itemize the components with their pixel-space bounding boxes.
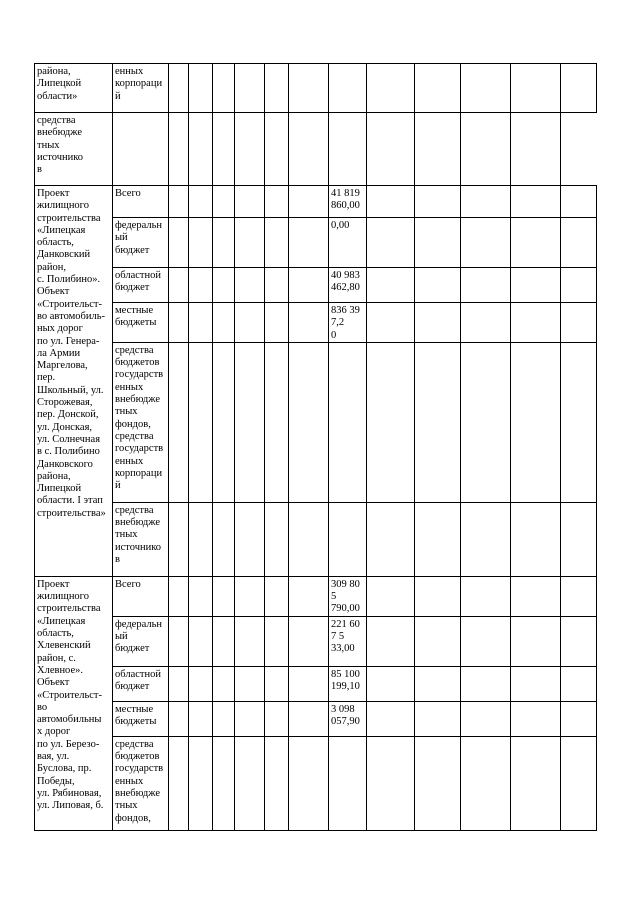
empty-cell <box>189 736 213 830</box>
amount-cell: 309 805 790,00 <box>329 576 367 616</box>
empty-cell <box>169 616 189 666</box>
empty-cell <box>367 218 415 268</box>
empty-cell <box>561 666 597 701</box>
empty-cell <box>511 268 561 303</box>
empty-cell <box>169 303 189 343</box>
empty-cell <box>461 186 511 218</box>
empty-cell <box>169 736 189 830</box>
table-row <box>35 666 597 701</box>
empty-cell <box>367 342 415 502</box>
funding-source-cell: местные бюджеты <box>113 701 169 736</box>
empty-cell <box>213 268 235 303</box>
empty-cell <box>189 113 213 186</box>
empty-cell <box>415 701 461 736</box>
table-row <box>35 576 597 616</box>
empty-cell <box>511 576 561 616</box>
table-row <box>35 502 597 576</box>
funding-source-cell: федеральн ый бюджет <box>113 218 169 268</box>
empty-cell <box>169 576 189 616</box>
empty-cell <box>265 113 289 186</box>
empty-cell <box>367 701 415 736</box>
empty-cell <box>367 303 415 343</box>
table-row <box>35 64 597 113</box>
empty-cell <box>461 268 511 303</box>
empty-cell <box>415 268 461 303</box>
empty-cell <box>461 736 511 830</box>
amount-cell <box>329 342 367 502</box>
empty-cell <box>265 64 289 113</box>
empty-cell <box>235 576 265 616</box>
empty-cell <box>235 701 265 736</box>
empty-cell <box>235 303 265 343</box>
empty-cell <box>169 218 189 268</box>
empty-cell <box>235 113 265 186</box>
empty-cell <box>169 701 189 736</box>
empty-cell <box>189 303 213 343</box>
amount-cell: 85 100 199,10 <box>329 666 367 701</box>
funding-source-cell: областной бюджет <box>113 268 169 303</box>
empty-cell <box>169 502 189 576</box>
empty-cell <box>511 342 561 502</box>
table-row <box>35 303 597 343</box>
table-row <box>35 701 597 736</box>
empty-cell <box>461 303 511 343</box>
empty-cell <box>169 113 189 186</box>
funding-source-cell: федеральн ый бюджет <box>113 616 169 666</box>
empty-cell <box>415 342 461 502</box>
empty-cell <box>461 342 511 502</box>
empty-cell <box>561 576 597 616</box>
empty-cell <box>213 186 235 218</box>
empty-cell <box>265 576 289 616</box>
empty-cell <box>367 576 415 616</box>
table-body <box>35 64 597 831</box>
empty-cell <box>367 502 415 576</box>
empty-cell <box>189 268 213 303</box>
empty-cell <box>561 64 597 113</box>
empty-cell <box>213 576 235 616</box>
empty-cell <box>461 64 511 113</box>
amount-cell: 40 983 462,80 <box>329 268 367 303</box>
empty-cell <box>367 268 415 303</box>
empty-cell <box>265 268 289 303</box>
empty-cell <box>189 666 213 701</box>
empty-cell <box>415 113 461 186</box>
funding-source-cell: областной бюджет <box>113 666 169 701</box>
table-row <box>35 736 597 830</box>
empty-cell <box>169 342 189 502</box>
funding-source-cell: средства бюджетов государств енных внебюдже тных фондов, <box>113 736 169 830</box>
empty-cell <box>235 666 265 701</box>
amount-cell <box>329 64 367 113</box>
empty-cell <box>511 701 561 736</box>
empty-cell <box>235 186 265 218</box>
empty-cell <box>289 736 329 830</box>
empty-cell <box>213 736 235 830</box>
empty-cell <box>113 113 169 186</box>
empty-cell <box>169 666 189 701</box>
empty-cell <box>511 64 561 113</box>
amount-cell <box>329 736 367 830</box>
empty-cell <box>415 736 461 830</box>
empty-cell <box>213 113 235 186</box>
amount-cell: 0,00 <box>329 218 367 268</box>
empty-cell <box>265 666 289 701</box>
empty-cell <box>561 502 597 576</box>
empty-cell <box>461 113 511 186</box>
empty-cell <box>189 616 213 666</box>
empty-cell <box>461 576 511 616</box>
empty-cell <box>511 616 561 666</box>
empty-cell <box>189 701 213 736</box>
empty-cell <box>169 268 189 303</box>
funding-source-cell: енных корпораци й <box>113 64 169 113</box>
funding-source-cell: средства внебюдже тных источнико в <box>113 502 169 576</box>
empty-cell <box>511 666 561 701</box>
empty-cell <box>265 616 289 666</box>
amount-cell <box>289 113 329 186</box>
empty-cell <box>289 218 329 268</box>
empty-cell <box>511 303 561 343</box>
project-name-cell: Проект жилищного строительства «Липецкая область, Хлевенский район, с. Хлевное». Объект «Строительст- во автомобильны х дорог по ул. Березо- вая, ул. Буслова, пр. Победы, ул. Рябиновая, ул. Липовая, б. <box>35 576 113 830</box>
amount-cell <box>329 502 367 576</box>
table-row <box>35 616 597 666</box>
amount-cell: 836 397,2 0 <box>329 303 367 343</box>
empty-cell <box>189 576 213 616</box>
empty-cell <box>511 502 561 576</box>
empty-cell <box>329 113 367 186</box>
empty-cell <box>289 186 329 218</box>
empty-cell <box>561 736 597 830</box>
empty-cell <box>561 218 597 268</box>
empty-cell <box>511 186 561 218</box>
amount-cell: 3 098 057,90 <box>329 701 367 736</box>
empty-cell <box>265 342 289 502</box>
empty-cell <box>511 113 561 186</box>
empty-cell <box>289 701 329 736</box>
empty-cell <box>415 502 461 576</box>
table-row <box>35 113 597 186</box>
empty-cell <box>265 502 289 576</box>
empty-cell <box>367 113 415 186</box>
empty-cell <box>169 64 189 113</box>
empty-cell <box>235 64 265 113</box>
table-row <box>35 342 597 502</box>
empty-cell <box>367 666 415 701</box>
budget-table <box>34 63 597 831</box>
empty-cell <box>561 342 597 502</box>
empty-cell <box>561 268 597 303</box>
empty-cell <box>461 616 511 666</box>
empty-cell <box>189 186 213 218</box>
funding-source-cell: Всего <box>113 186 169 218</box>
empty-cell <box>289 342 329 502</box>
empty-cell <box>189 64 213 113</box>
empty-cell <box>213 64 235 113</box>
empty-cell <box>189 502 213 576</box>
empty-cell <box>289 502 329 576</box>
empty-cell <box>289 666 329 701</box>
empty-cell <box>367 186 415 218</box>
empty-cell <box>289 576 329 616</box>
empty-cell <box>213 303 235 343</box>
empty-cell <box>289 64 329 113</box>
empty-cell <box>169 186 189 218</box>
empty-cell <box>511 218 561 268</box>
table-row <box>35 268 597 303</box>
empty-cell <box>235 736 265 830</box>
empty-cell <box>461 502 511 576</box>
empty-cell <box>235 616 265 666</box>
empty-cell <box>265 701 289 736</box>
empty-cell <box>213 502 235 576</box>
empty-cell <box>415 616 461 666</box>
empty-cell <box>415 666 461 701</box>
empty-cell <box>265 186 289 218</box>
project-name-cell: района, Липецкой области» <box>35 64 113 113</box>
empty-cell <box>289 268 329 303</box>
empty-cell <box>235 502 265 576</box>
empty-cell <box>189 342 213 502</box>
empty-cell <box>213 342 235 502</box>
empty-cell <box>289 616 329 666</box>
empty-cell <box>367 736 415 830</box>
empty-cell <box>511 736 561 830</box>
empty-cell <box>561 616 597 666</box>
empty-cell <box>415 303 461 343</box>
empty-cell <box>367 64 415 113</box>
empty-cell <box>561 701 597 736</box>
empty-cell <box>415 576 461 616</box>
empty-cell <box>235 342 265 502</box>
empty-cell <box>367 616 415 666</box>
funding-source-cell: средства внебюдже тных источнико в <box>35 113 113 186</box>
empty-cell <box>415 186 461 218</box>
empty-cell <box>235 268 265 303</box>
empty-cell <box>189 218 213 268</box>
empty-cell <box>265 736 289 830</box>
empty-cell <box>213 616 235 666</box>
empty-cell <box>213 701 235 736</box>
table-row <box>35 218 597 268</box>
empty-cell <box>415 64 461 113</box>
empty-cell <box>415 218 461 268</box>
funding-source-cell: средства бюджетов государств енных внебюдже тных фондов, средства государств енных корпораци й <box>113 342 169 502</box>
funding-source-cell: Всего <box>113 576 169 616</box>
funding-source-cell: местные бюджеты <box>113 303 169 343</box>
empty-cell <box>461 666 511 701</box>
table-row <box>35 186 597 218</box>
empty-cell <box>561 303 597 343</box>
amount-cell: 41 819 860,00 <box>329 186 367 218</box>
project-name-cell: Проект жилищного строительства «Липецкая область, Данковский район, с. Полибино». Объект «Строительст- во автомобиль- ных дорог по ул. Генера- ла Армии Маргелова, пер. Школьный, ул. Сторожевая, пер. Донской, ул. Донская, ул. Солнечная в с. Полибино Данковского района, Липецкой области. I этап строительства» <box>35 186 113 577</box>
empty-cell <box>265 303 289 343</box>
empty-cell <box>461 218 511 268</box>
empty-cell <box>265 218 289 268</box>
empty-cell <box>235 218 265 268</box>
empty-cell <box>561 186 597 218</box>
empty-cell <box>213 218 235 268</box>
empty-cell <box>213 666 235 701</box>
empty-cell <box>289 303 329 343</box>
amount-cell: 221 607 5 33,00 <box>329 616 367 666</box>
empty-cell <box>461 701 511 736</box>
